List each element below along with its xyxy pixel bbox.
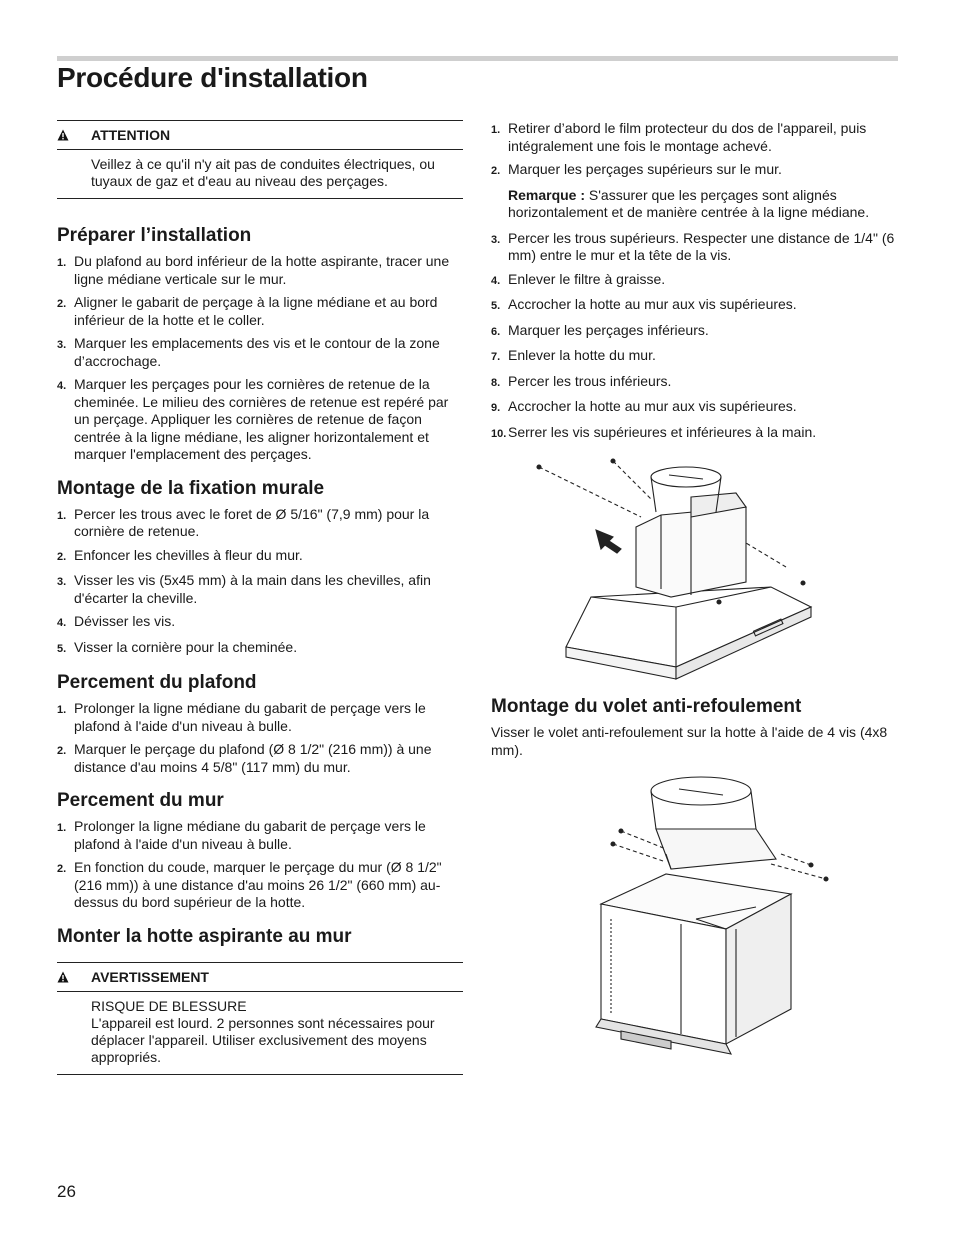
step-number: 3. (57, 339, 67, 351)
list-item (491, 373, 897, 393)
mount-hood-title: Monter la hotte aspirante au mur (57, 925, 352, 947)
list-item (57, 859, 463, 912)
step-number: 1. (57, 822, 67, 834)
list-item (491, 271, 897, 291)
step-text: Prolonger la ligne médiane du gabarit de perçage vers le plafond à l'aide d'un niveau à bulle. (74, 700, 426, 734)
list-item (491, 347, 897, 367)
step-number: 7. (491, 351, 501, 363)
step-number: 4. (57, 380, 67, 392)
prepare-steps (57, 253, 463, 464)
warning-triangle-icon (57, 971, 91, 983)
step-text: Marquer les perçages supérieurs sur le mur. (508, 161, 782, 177)
ceiling-drill-title: Percement du plafond (57, 672, 257, 693)
list-item (491, 296, 897, 316)
step-text: Marquer les perçages pour les cornières de retenue de la cheminée. Le milieu des cornières de retenue est repéré par un perçage. Appliquer les cornières de retenue de façon centrée à la ligne médiane, les aligner horizontalement et marquer l'emplacement des perçages. (74, 376, 449, 462)
step-text: Marquer les emplacements des vis et le contour de la zone d’accrochage. (74, 335, 440, 369)
list-item (491, 322, 897, 342)
list-item (491, 424, 897, 444)
step-text: Prolonger la ligne médiane du gabarit de perçage vers le plafond à l'aide d'un niveau à bulle. (74, 818, 426, 852)
left-column (57, 120, 463, 1101)
list-item (57, 547, 463, 567)
step-number: 1. (57, 257, 67, 269)
step-text: Retirer d’abord le film protecteur du dos de l'appareil, puis intégralement une fois le montage achevé. (508, 120, 867, 154)
step-number: 3. (57, 576, 67, 588)
step-number: 4. (491, 274, 501, 287)
list-item (57, 613, 463, 633)
list-item (57, 572, 463, 607)
step-number: 8. (491, 376, 501, 389)
list-item (57, 253, 463, 288)
step-number: 2. (57, 863, 67, 875)
list-item (57, 639, 463, 659)
step-number: 5. (57, 642, 67, 655)
backdraft-title: Montage du volet anti-refoulement (491, 696, 802, 717)
hood-steps-b (491, 230, 897, 444)
top-rule (57, 56, 898, 61)
step-text: Serrer les vis supérieures et inférieures à la main. (508, 423, 817, 440)
step-text: Percer les trous avec le foret de Ø 5/16" (7,9 mm) pour la cornière de retenue. (74, 505, 430, 539)
step-number: 6. (491, 325, 501, 338)
step-number: 2. (491, 165, 501, 177)
step-text: Marquer le perçage du plafond (Ø 8 1/2" (216 mm)) à une distance d'au moins 4 5/8" (117 mm) du mur. (74, 741, 432, 775)
list-item (57, 335, 463, 370)
list-item (491, 398, 897, 418)
list-item (57, 818, 463, 853)
list-item (491, 161, 897, 181)
step-text: Percer les trous supérieurs. Respecter une distance de 1/4" (6 mm) entre le mur et la tête de la vis. (508, 229, 895, 263)
remark-text: S'assurer que les perçages sont alignés horizontalement et de manière centrée à la ligne médiane. (508, 186, 870, 220)
hood-mounting-illustration (491, 457, 897, 682)
attention-notice (57, 120, 463, 199)
step-text: Visser la cornière pour la cheminée. (74, 638, 298, 655)
wall-drill-title: Percement du mur (57, 790, 224, 811)
ceiling-drill-steps (57, 700, 463, 776)
right-column (491, 120, 897, 1059)
step-text: Dévisser les vis. (74, 613, 176, 629)
warning-triangle-icon (57, 129, 91, 141)
step-text: Aligner le gabarit de perçage à la ligne médiane et au bord inférieur de la hotte et le coller. (74, 294, 438, 328)
page-title: Procédure d'installation (57, 62, 368, 93)
step-text: Accrocher la hotte au mur aux vis supérieures. (508, 296, 797, 312)
remark-label: Remarque : (508, 186, 586, 203)
list-item (57, 506, 463, 541)
warning-line1: RISQUE DE BLESSURE (91, 997, 247, 1014)
step-text: Du plafond au bord inférieur de la hotte aspirante, tracer une ligne médiane verticale sur le mur. (74, 253, 450, 287)
attention-label: ATTENTION (91, 127, 171, 143)
backdraft-text: Visser le volet anti-refoulement sur la hotte à l'aide de 4 vis (4x8 mm). (491, 724, 888, 758)
backdraft-damper-illustration (491, 769, 897, 1059)
step-number: 9. (491, 402, 501, 414)
step-number: 1. (57, 509, 67, 522)
step-text: Enlever la hotte du mur. (508, 347, 656, 363)
step-text: Accrocher la hotte au mur aux vis supérieures. (508, 398, 797, 414)
step-number: 2. (57, 550, 67, 563)
list-item (491, 230, 897, 265)
wall-drill-steps (57, 818, 463, 912)
page-number: 26 (57, 1182, 76, 1201)
step-number: 1. (491, 124, 501, 136)
wall-mount-steps (57, 506, 463, 659)
step-number: 3. (491, 233, 501, 246)
warning-text: L'appareil est lourd. 2 personnes sont nécessaires pour déplacer l'appareil. Utiliser exclusivement des moyens appropriés. (91, 1014, 435, 1065)
step-text: Percer les trous inférieurs. (508, 372, 672, 389)
remark-note (491, 187, 897, 222)
step-text: Enfoncer les chevilles à fleur du mur. (74, 546, 303, 563)
step-text: Visser les vis (5x45 mm) à la main dans les chevilles, afin d'écarter la cheville. (74, 572, 431, 606)
attention-text: Veillez à ce qu'il n'y ait pas de conduites électriques, ou tuyaux de gaz et d'eau au niveau des perçages. (91, 156, 435, 189)
step-number: 5. (491, 300, 501, 312)
step-text: Enlever le filtre à graisse. (508, 270, 666, 287)
prepare-title: Préparer l’installation (57, 225, 252, 246)
warning-header (57, 963, 463, 992)
step-text: Marquer les perçages inférieurs. (508, 321, 709, 338)
list-item (57, 294, 463, 329)
step-number: 1. (57, 704, 67, 716)
attention-header (57, 121, 463, 150)
step-number: 10. (491, 427, 507, 440)
list-item (57, 376, 463, 464)
warning-label: AVERTISSEMENT (91, 968, 209, 985)
step-number: 2. (57, 745, 67, 757)
step-number: 4. (57, 617, 67, 629)
list-item (491, 120, 897, 155)
wall-mount-title: Montage de la fixation murale (57, 477, 325, 499)
step-text: En fonction du coude, marquer le perçage du mur (Ø 8 1/2" (216 mm)) à une distance d'au moins 26 1/2" (660 mm) au-dessus du bord supérieur de la hotte. (74, 859, 442, 910)
step-number: 2. (57, 298, 67, 310)
list-item (57, 741, 463, 776)
warning-notice (57, 962, 463, 1075)
hood-steps-a (491, 120, 897, 181)
list-item (57, 700, 463, 735)
